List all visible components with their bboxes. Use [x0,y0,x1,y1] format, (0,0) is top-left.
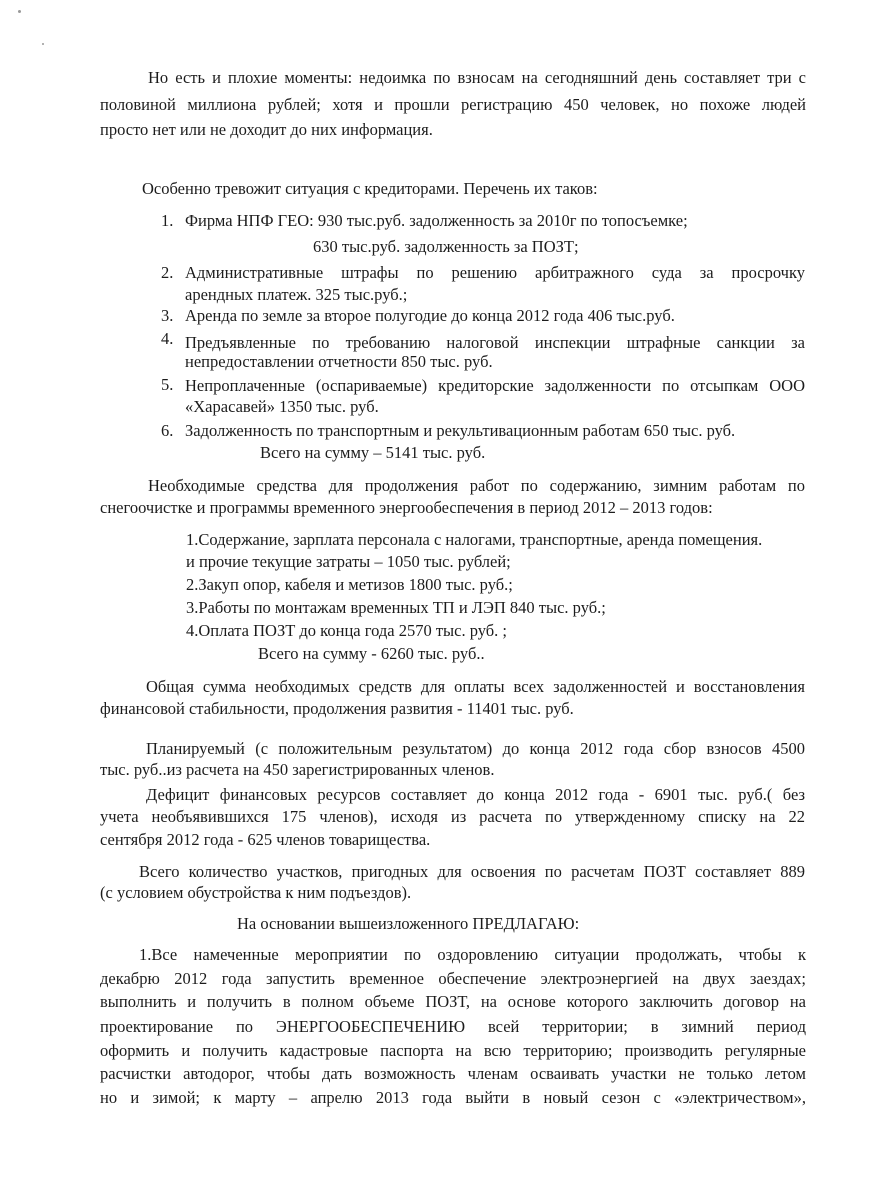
list-item-line: 2.Закуп опор, кабеля и метизов 1800 тыс. руб.; [186,575,513,594]
proposal-heading: На основании вышеизложенного ПРЕДЛАГАЮ: [237,914,580,933]
list-number: 5. [161,375,174,394]
text-line: Необходимые средства для продолжения работ по содержанию, зимним работам по [148,476,805,495]
scan-speck [18,10,21,13]
text-line: но и зимой; к марту – апрелю 2013 года выйти в новый сезон с «электричеством», [100,1088,806,1107]
list-item-line: «Харасавей» 1350 тыс. руб. [185,397,379,416]
list-item-line: и прочие текущие затраты – 1050 тыс. рублей; [186,552,511,571]
text-line: просто нет или не доходит до них информация. [100,120,433,139]
list-item-line: 630 тыс.руб. задолженность за ПОЗТ; [313,237,579,256]
list-number: 6. [161,421,174,440]
text-line: Планируемый (с положительным результатом) до конца 2012 года сбор взносов 4500 [146,739,805,758]
list-item-line: 4.Оплата ПОЗТ до конца года 2570 тыс. руб. ; [186,621,507,640]
list-item-line: арендных платеж. 325 тыс.руб.; [185,285,408,304]
funds-total: Всего на сумму - 6260 тыс. руб.. [258,644,485,663]
text-line: Но есть и плохие моменты: недоимка по взносам на сегодняшний день составляет три с [148,68,806,87]
scan-speck [42,43,44,45]
list-item-line: 3.Работы по монтажам временных ТП и ЛЭП 840 тыс. руб.; [186,598,606,617]
text-line: финансовой стабильности, продолжения развития - 11401 тыс. руб. [100,699,574,718]
text-line: (с условием обустройства к ним подъездов). [100,883,412,902]
text-line: снегоочистке и программы временного энергообеспечения в период 2012 – 2013 годов: [100,498,713,517]
text-line: проектирование по ЭНЕРГООБЕСПЕЧЕНИЮ всей территории; в зимний период [100,1017,806,1036]
text-line: сентября 2012 года - 625 членов товарищества. [100,830,431,849]
list-item-line: непредоставлении отчетности 850 тыс. руб. [185,352,493,371]
list-number: 2. [161,263,174,282]
creditors-total: Всего на сумму – 5141 тыс. руб. [260,443,486,462]
text-line: выполнить и получить в полном объеме ПОЗТ, на основе которого заключить договор на [100,992,806,1011]
list-item-line: Аренда по земле за второе полугодие до конца 2012 года 406 тыс.руб. [185,306,675,325]
list-item-line: Предъявленные по требованию налоговой инспекции штрафные санкции за [185,333,805,352]
list-item-line: Непроплаченные (оспариваемые) кредиторские задолженности по отсыпкам ООО [185,376,805,395]
text-line: оформить и получить кадастровые паспорта на всю территорию; производить регулярные [100,1041,806,1060]
text-line: Общая сумма необходимых средств для оплаты всех задолженностей и восстановления [146,677,805,696]
text-line: тыс. руб..из расчета на 450 зарегистрированных членов. [100,760,495,779]
text-line: расчистки автодорог, чтобы дать возможность членам осваивать участки не только летом [100,1064,806,1083]
creditors-heading: Особенно тревожит ситуация с кредиторами. Перечень их таков: [142,179,598,198]
list-item-line: Фирма НПФ ГЕО: 930 тыс.руб. задолженность за 2010г по топосъемке; [185,211,688,230]
text-line: декабрю 2012 года запустить временное обеспечение электроэнергией на двух заездах; [100,969,806,988]
list-number: 3. [161,306,174,325]
text-line: 1.Все намеченные мероприятии по оздоровлению ситуации продолжать, чтобы к [139,945,806,964]
text-line: учета необъявившихся 175 членов), исходя из расчета по утвержденному списку на 22 [100,807,805,826]
list-number: 1. [161,211,174,230]
text-line: Дефицит финансовых ресурсов составляет до конца 2012 года - 6901 тыс. руб.( без [146,785,805,804]
list-item-line: Задолженность по транспортным и рекультивационным работам 650 тыс. руб. [185,421,736,440]
list-number: 4. [161,329,174,348]
text-line: Всего количество участков, пригодных для освоения по расчетам ПОЗТ составляет 889 [139,862,805,881]
list-item-line: Административные штрафы по решению арбитражного суда за просрочку [185,263,805,282]
list-item-line: 1.Содержание, зарплата персонала с налогами, транспортные, аренда помещения. [186,530,763,549]
text-line: половиной миллиона рублей; хотя и прошли регистрацию 450 человек, но похоже людей [100,95,806,114]
